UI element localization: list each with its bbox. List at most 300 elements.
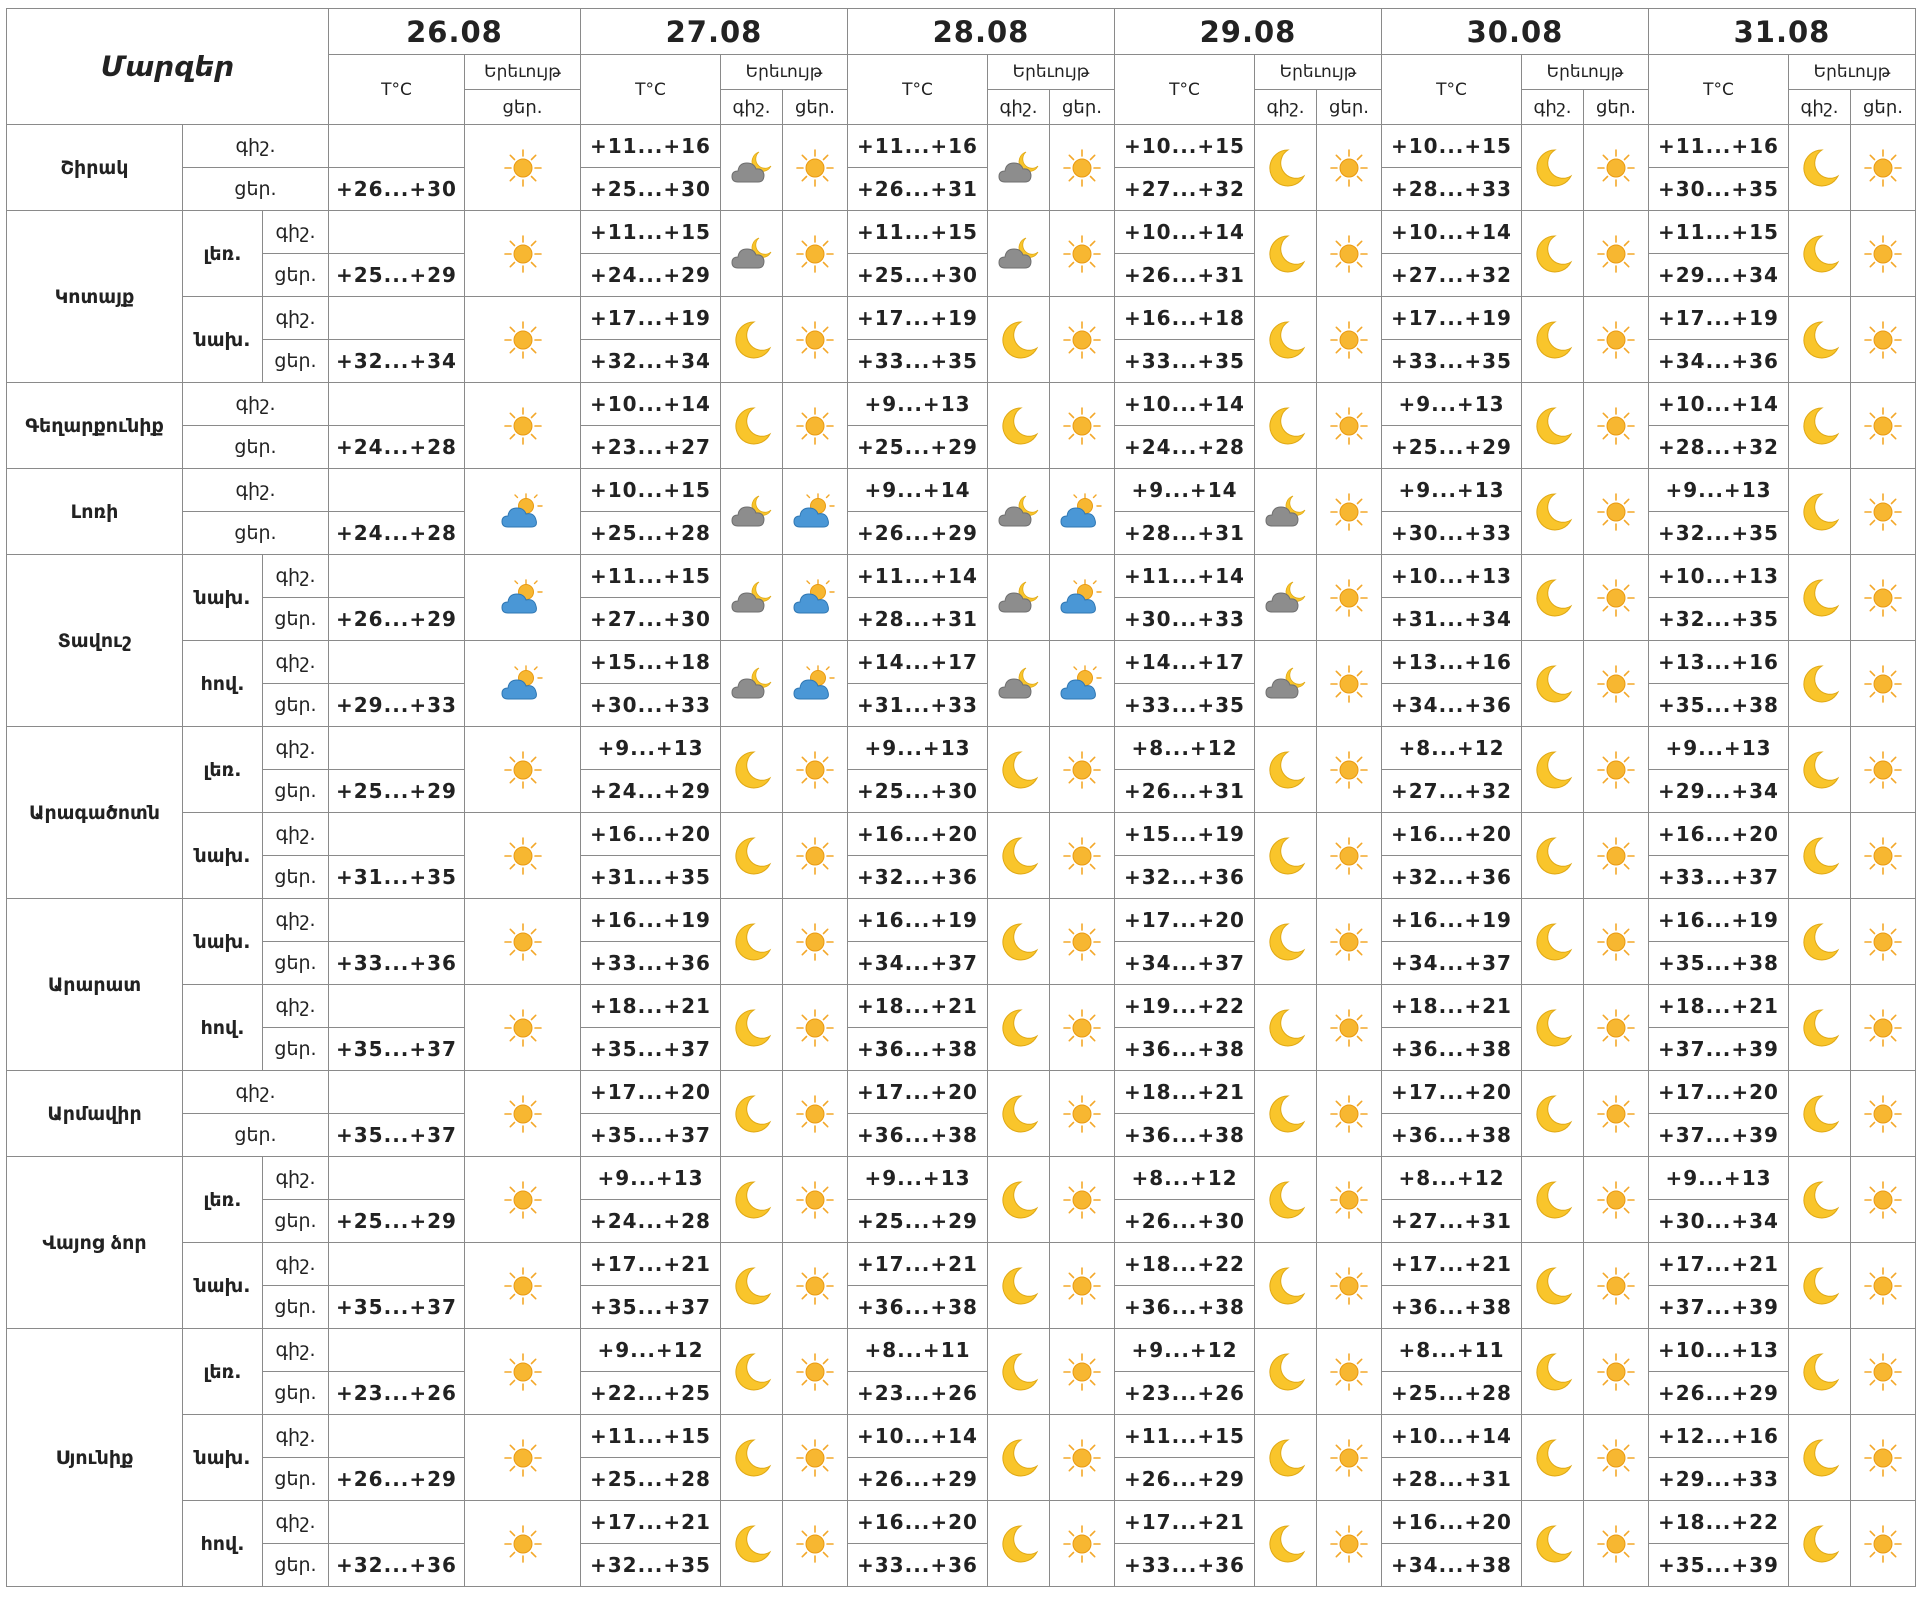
day-temperature: +26...+29 bbox=[848, 512, 988, 555]
sun-cloud-icon bbox=[1059, 501, 1105, 520]
phenomenon-column-header: Երեւույթ bbox=[721, 55, 848, 90]
day-weather-icon-cell bbox=[783, 985, 848, 1071]
sun-icon bbox=[1863, 157, 1903, 176]
night-label: գիշ. bbox=[263, 985, 329, 1028]
sun-icon bbox=[795, 1533, 835, 1552]
sun-icon bbox=[1596, 1361, 1636, 1380]
moon-icon bbox=[730, 329, 774, 348]
sun-icon bbox=[795, 1447, 835, 1466]
moon-icon bbox=[1798, 845, 1842, 864]
night-temperature: +9...+13 bbox=[581, 1157, 721, 1200]
cloud-moon-icon bbox=[996, 673, 1042, 692]
night-label: գիշ. bbox=[263, 1157, 329, 1200]
day-temperature: +37...+39 bbox=[1649, 1286, 1789, 1329]
sun-icon bbox=[1596, 1189, 1636, 1208]
day-weather-icon-cell bbox=[783, 297, 848, 383]
night-weather-icon-cell bbox=[1255, 297, 1317, 383]
night-temperature: +11...+15 bbox=[1115, 1415, 1255, 1458]
night-temperature: +11...+14 bbox=[848, 555, 988, 598]
sun-icon bbox=[1329, 1103, 1369, 1122]
region-name: Վայոց ձոր bbox=[7, 1157, 183, 1329]
moon-icon bbox=[1798, 1275, 1842, 1294]
day-weather-icon-cell bbox=[1317, 1071, 1382, 1157]
day-weather-icon-cell bbox=[1317, 813, 1382, 899]
phenomenon-column-header: Երեւույթ bbox=[1789, 55, 1916, 90]
day-weather-icon-cell bbox=[1851, 641, 1916, 727]
day-temperature: +33...+35 bbox=[1115, 340, 1255, 383]
phenomenon-column-header: Երեւույթ bbox=[1255, 55, 1382, 90]
moon-icon bbox=[997, 1103, 1041, 1122]
night-row bbox=[7, 1157, 1916, 1200]
day-weather-icon-cell bbox=[1317, 899, 1382, 985]
day-weather-icon-cell bbox=[1317, 383, 1382, 469]
day-label: ցեր. bbox=[183, 512, 329, 555]
day-weather-icon-cell bbox=[1584, 899, 1649, 985]
night-label: գիշ. bbox=[183, 1071, 329, 1114]
day-weather-icon-cell bbox=[1851, 1157, 1916, 1243]
sun-icon bbox=[1062, 243, 1102, 262]
day-temperature: +33...+35 bbox=[1115, 684, 1255, 727]
night-weather-icon-cell bbox=[721, 899, 783, 985]
weather-icon-cell bbox=[465, 641, 581, 727]
night-temperature: +15...+18 bbox=[581, 641, 721, 684]
moon-icon bbox=[1264, 1361, 1308, 1380]
day-temperature: +25...+29 bbox=[329, 770, 465, 813]
temperature-column-header: T°C bbox=[329, 55, 465, 125]
night-temperature: +16...+20 bbox=[848, 813, 988, 856]
region-name: Սյունիք bbox=[7, 1329, 183, 1587]
day-weather-icon-cell bbox=[783, 727, 848, 813]
moon-icon bbox=[1798, 931, 1842, 950]
weather-icon-cell bbox=[465, 469, 581, 555]
night-weather-icon-cell bbox=[1522, 555, 1584, 641]
day-weather-icon-cell bbox=[783, 469, 848, 555]
sun-icon bbox=[503, 1447, 543, 1466]
sun-icon bbox=[1863, 1275, 1903, 1294]
sun-icon bbox=[1863, 415, 1903, 434]
region-name: Կոտայք bbox=[7, 211, 183, 383]
night-temperature: +9...+13 bbox=[848, 1157, 988, 1200]
night-temperature: +10...+14 bbox=[848, 1415, 988, 1458]
day-temperature: +36...+38 bbox=[1115, 1286, 1255, 1329]
moon-icon bbox=[1798, 1447, 1842, 1466]
day-weather-icon-cell bbox=[783, 1157, 848, 1243]
sun-icon bbox=[1596, 673, 1636, 692]
day-temperature: +33...+35 bbox=[1382, 340, 1522, 383]
day-weather-icon-cell bbox=[1050, 813, 1115, 899]
day-temperature: +36...+38 bbox=[848, 1286, 988, 1329]
day-weather-icon-cell bbox=[1050, 727, 1115, 813]
night-weather-icon-cell bbox=[721, 297, 783, 383]
day-weather-icon-cell bbox=[1851, 1071, 1916, 1157]
night-weather-icon-cell bbox=[1255, 1243, 1317, 1329]
day-temperature: +26...+30 bbox=[1115, 1200, 1255, 1243]
sun-icon bbox=[1062, 1447, 1102, 1466]
day-temperature: +24...+28 bbox=[581, 1200, 721, 1243]
day-weather-icon-cell bbox=[783, 813, 848, 899]
night-weather-icon-cell bbox=[1255, 641, 1317, 727]
sun-cloud-icon bbox=[792, 587, 838, 606]
moon-icon bbox=[1264, 243, 1308, 262]
temperature-column-header: T°C bbox=[1649, 55, 1789, 125]
sun-icon bbox=[1062, 329, 1102, 348]
moon-icon bbox=[1798, 1103, 1842, 1122]
day-temperature: +34...+38 bbox=[1382, 1544, 1522, 1587]
sun-icon bbox=[795, 845, 835, 864]
day-temperature: +25...+30 bbox=[581, 168, 721, 211]
night-temperature: +17...+20 bbox=[581, 1071, 721, 1114]
sun-icon bbox=[1062, 1017, 1102, 1036]
night-temperature: +16...+20 bbox=[1382, 813, 1522, 856]
night-weather-icon-cell bbox=[1255, 985, 1317, 1071]
moon-icon bbox=[1264, 845, 1308, 864]
night-temperature: +17...+21 bbox=[1649, 1243, 1789, 1286]
day-weather-icon-cell bbox=[1584, 1501, 1649, 1587]
sun-icon bbox=[1329, 1017, 1369, 1036]
sun-icon bbox=[1863, 243, 1903, 262]
moon-icon bbox=[997, 1533, 1041, 1552]
moon-icon bbox=[1798, 1189, 1842, 1208]
night-weather-icon-cell bbox=[1255, 899, 1317, 985]
day-weather-icon-cell bbox=[783, 1243, 848, 1329]
weather-icon-cell bbox=[465, 1329, 581, 1415]
day-label: ցեր. bbox=[263, 340, 329, 383]
day-weather-icon-cell bbox=[1050, 1071, 1115, 1157]
moon-icon bbox=[730, 1189, 774, 1208]
sun-icon bbox=[503, 415, 543, 434]
day-temperature: +29...+33 bbox=[1649, 1458, 1789, 1501]
moon-icon bbox=[1798, 1017, 1842, 1036]
day-temperature: +30...+33 bbox=[581, 684, 721, 727]
night-weather-icon-cell bbox=[1255, 1071, 1317, 1157]
day-weather-icon-cell bbox=[1050, 899, 1115, 985]
region-name: Շիրակ bbox=[7, 125, 183, 211]
night-weather-icon-cell bbox=[988, 727, 1050, 813]
night-weather-icon-cell bbox=[1255, 813, 1317, 899]
night-row bbox=[7, 1243, 1916, 1286]
night-temperature: +11...+16 bbox=[1649, 125, 1789, 168]
moon-icon bbox=[1531, 157, 1575, 176]
night-temperature: +10...+13 bbox=[1382, 555, 1522, 598]
sun-icon bbox=[1863, 329, 1903, 348]
day-temperature: +36...+38 bbox=[848, 1028, 988, 1071]
day-temperature: +33...+36 bbox=[848, 1544, 988, 1587]
night-subheader: գիշ. bbox=[988, 90, 1050, 125]
zone-name: լեռ. bbox=[183, 727, 263, 813]
day-weather-icon-cell bbox=[1050, 125, 1115, 211]
sun-icon bbox=[1596, 1533, 1636, 1552]
moon-icon bbox=[1531, 329, 1575, 348]
day-temperature: +35...+39 bbox=[1649, 1544, 1789, 1587]
night-temperature: +11...+14 bbox=[1115, 555, 1255, 598]
sun-icon bbox=[1596, 1103, 1636, 1122]
night-weather-icon-cell bbox=[1255, 727, 1317, 813]
night-temperature: +17...+19 bbox=[848, 297, 988, 340]
day-weather-icon-cell bbox=[1050, 1157, 1115, 1243]
day-label: ցեր. bbox=[263, 684, 329, 727]
sun-icon bbox=[1329, 1447, 1369, 1466]
sun-icon bbox=[1863, 1533, 1903, 1552]
day-temperature: +25...+28 bbox=[1382, 1372, 1522, 1415]
night-temperature-empty bbox=[329, 641, 465, 684]
moon-icon bbox=[1264, 1275, 1308, 1294]
cloud-moon-icon bbox=[729, 243, 775, 262]
date-header: 27.08 bbox=[581, 9, 848, 55]
sun-icon bbox=[1329, 1361, 1369, 1380]
night-temperature: +18...+21 bbox=[1115, 1071, 1255, 1114]
night-temperature-empty bbox=[329, 211, 465, 254]
night-temperature: +10...+15 bbox=[1115, 125, 1255, 168]
day-temperature: +25...+28 bbox=[581, 512, 721, 555]
moon-icon bbox=[730, 1361, 774, 1380]
day-weather-icon-cell bbox=[1851, 813, 1916, 899]
sun-icon bbox=[1596, 759, 1636, 778]
night-label: գիշ. bbox=[263, 1243, 329, 1286]
night-weather-icon-cell bbox=[721, 125, 783, 211]
day-temperature: +31...+35 bbox=[581, 856, 721, 899]
sun-icon bbox=[503, 931, 543, 950]
day-weather-icon-cell bbox=[1584, 813, 1649, 899]
sun-icon bbox=[795, 1275, 835, 1294]
night-weather-icon-cell bbox=[1789, 641, 1851, 727]
night-weather-icon-cell bbox=[721, 985, 783, 1071]
night-temperature: +9...+12 bbox=[581, 1329, 721, 1372]
cloud-moon-icon bbox=[996, 587, 1042, 606]
day-weather-icon-cell bbox=[1050, 1329, 1115, 1415]
night-weather-icon-cell bbox=[1255, 211, 1317, 297]
day-temperature: +33...+36 bbox=[581, 942, 721, 985]
night-weather-icon-cell bbox=[1522, 899, 1584, 985]
moon-icon bbox=[730, 1017, 774, 1036]
moon-icon bbox=[1531, 1275, 1575, 1294]
night-temperature-empty bbox=[329, 297, 465, 340]
night-weather-icon-cell bbox=[1522, 813, 1584, 899]
day-label: ցեր. bbox=[183, 1114, 329, 1157]
night-row bbox=[7, 1501, 1916, 1544]
day-temperature: +35...+37 bbox=[329, 1114, 465, 1157]
day-temperature: +35...+38 bbox=[1649, 942, 1789, 985]
moon-icon bbox=[1531, 587, 1575, 606]
night-row bbox=[7, 1329, 1916, 1372]
phenomenon-column-header: Երեւույթ bbox=[988, 55, 1115, 90]
moon-icon bbox=[1264, 415, 1308, 434]
sun-icon bbox=[503, 1189, 543, 1208]
day-weather-icon-cell bbox=[1050, 297, 1115, 383]
sun-icon bbox=[1329, 673, 1369, 692]
night-temperature-empty bbox=[329, 1415, 465, 1458]
day-temperature: +36...+38 bbox=[1382, 1114, 1522, 1157]
night-temperature: +16...+20 bbox=[581, 813, 721, 856]
zone-name: լեռ. bbox=[183, 1157, 263, 1243]
day-temperature: +28...+33 bbox=[1382, 168, 1522, 211]
moon-icon bbox=[730, 931, 774, 950]
day-temperature: +28...+31 bbox=[1115, 512, 1255, 555]
night-temperature: +11...+15 bbox=[581, 211, 721, 254]
day-weather-icon-cell bbox=[1050, 469, 1115, 555]
moon-icon bbox=[997, 1447, 1041, 1466]
night-row bbox=[7, 383, 1916, 426]
night-temperature: +14...+17 bbox=[1115, 641, 1255, 684]
night-weather-icon-cell bbox=[1789, 469, 1851, 555]
day-temperature: +34...+37 bbox=[1382, 942, 1522, 985]
weather-icon-cell bbox=[465, 297, 581, 383]
weather-icon-cell bbox=[465, 1415, 581, 1501]
day-temperature: +23...+26 bbox=[848, 1372, 988, 1415]
day-weather-icon-cell bbox=[1851, 297, 1916, 383]
weather-icon-cell bbox=[465, 125, 581, 211]
night-temperature: +18...+22 bbox=[1115, 1243, 1255, 1286]
night-temperature-empty bbox=[329, 555, 465, 598]
sun-icon bbox=[795, 1103, 835, 1122]
moon-icon bbox=[730, 845, 774, 864]
day-subheader: ցեր. bbox=[1050, 90, 1115, 125]
day-temperature: +29...+34 bbox=[1649, 254, 1789, 297]
date-header: 28.08 bbox=[848, 9, 1115, 55]
night-temperature-empty bbox=[329, 813, 465, 856]
day-weather-icon-cell bbox=[1851, 899, 1916, 985]
sun-icon bbox=[795, 157, 835, 176]
sun-icon bbox=[1863, 501, 1903, 520]
sun-icon bbox=[1863, 673, 1903, 692]
region-name: Արագածոտն bbox=[7, 727, 183, 899]
day-weather-icon-cell bbox=[1584, 383, 1649, 469]
night-temperature-empty bbox=[329, 899, 465, 942]
night-weather-icon-cell bbox=[721, 1415, 783, 1501]
moon-icon bbox=[1798, 157, 1842, 176]
moon-icon bbox=[1264, 1447, 1308, 1466]
day-weather-icon-cell bbox=[1050, 985, 1115, 1071]
sun-icon bbox=[795, 329, 835, 348]
night-weather-icon-cell bbox=[721, 1329, 783, 1415]
night-label: գիշ. bbox=[263, 1501, 329, 1544]
day-label: ցեր. bbox=[263, 1458, 329, 1501]
moon-icon bbox=[1798, 501, 1842, 520]
moon-icon bbox=[1264, 931, 1308, 950]
day-label: ցեր. bbox=[183, 426, 329, 469]
sun-cloud-icon bbox=[1059, 587, 1105, 606]
sun-icon bbox=[1329, 845, 1369, 864]
sun-icon bbox=[1329, 1533, 1369, 1552]
sun-icon bbox=[1863, 1189, 1903, 1208]
moon-icon bbox=[997, 931, 1041, 950]
day-temperature: +35...+37 bbox=[581, 1286, 721, 1329]
night-temperature: +8...+12 bbox=[1115, 727, 1255, 770]
day-temperature: +35...+37 bbox=[329, 1028, 465, 1071]
sun-icon bbox=[1596, 157, 1636, 176]
night-temperature: +18...+21 bbox=[581, 985, 721, 1028]
date-header: 29.08 bbox=[1115, 9, 1382, 55]
moon-icon bbox=[1264, 329, 1308, 348]
night-weather-icon-cell bbox=[1789, 1415, 1851, 1501]
night-weather-icon-cell bbox=[1789, 125, 1851, 211]
day-temperature: +25...+28 bbox=[581, 1458, 721, 1501]
sun-icon bbox=[1863, 931, 1903, 950]
day-temperature: +24...+29 bbox=[581, 254, 721, 297]
day-weather-icon-cell bbox=[1050, 1415, 1115, 1501]
sun-icon bbox=[1329, 501, 1369, 520]
day-temperature: +37...+39 bbox=[1649, 1028, 1789, 1071]
night-weather-icon-cell bbox=[988, 1243, 1050, 1329]
moon-icon bbox=[1798, 329, 1842, 348]
sun-icon bbox=[503, 1361, 543, 1380]
day-temperature: +35...+37 bbox=[329, 1286, 465, 1329]
weather-icon-cell bbox=[465, 985, 581, 1071]
night-temperature: +9...+13 bbox=[1649, 1157, 1789, 1200]
day-temperature: +34...+37 bbox=[1115, 942, 1255, 985]
night-label: գիշ. bbox=[263, 727, 329, 770]
day-temperature: +25...+29 bbox=[848, 1200, 988, 1243]
night-weather-icon-cell bbox=[1522, 985, 1584, 1071]
night-weather-icon-cell bbox=[1255, 1329, 1317, 1415]
zone-name: հով. bbox=[183, 985, 263, 1071]
night-subheader: գիշ. bbox=[1789, 90, 1851, 125]
moon-icon bbox=[1798, 587, 1842, 606]
night-subheader: գիշ. bbox=[1255, 90, 1317, 125]
day-temperature: +35...+38 bbox=[1649, 684, 1789, 727]
night-temperature-empty bbox=[329, 727, 465, 770]
sun-icon bbox=[1863, 587, 1903, 606]
temperature-column-header: T°C bbox=[848, 55, 988, 125]
sun-icon bbox=[1329, 329, 1369, 348]
night-label: գիշ. bbox=[183, 125, 329, 168]
day-temperature: +25...+29 bbox=[1382, 426, 1522, 469]
night-temperature: +9...+13 bbox=[1649, 727, 1789, 770]
night-weather-icon-cell bbox=[988, 1329, 1050, 1415]
moon-icon bbox=[1264, 1017, 1308, 1036]
night-weather-icon-cell bbox=[1522, 1501, 1584, 1587]
night-temperature: +16...+19 bbox=[1649, 899, 1789, 942]
day-weather-icon-cell bbox=[1584, 211, 1649, 297]
moon-icon bbox=[997, 1017, 1041, 1036]
region-name: Լոռի bbox=[7, 469, 183, 555]
temperature-column-header: T°C bbox=[581, 55, 721, 125]
sun-icon bbox=[795, 931, 835, 950]
night-row bbox=[7, 555, 1916, 598]
sun-icon bbox=[1329, 415, 1369, 434]
night-weather-icon-cell bbox=[1522, 469, 1584, 555]
sun-icon bbox=[503, 845, 543, 864]
night-temperature-empty bbox=[329, 1329, 465, 1372]
night-weather-icon-cell bbox=[988, 813, 1050, 899]
night-temperature: +13...+16 bbox=[1649, 641, 1789, 684]
sun-icon bbox=[1062, 1103, 1102, 1122]
date-header: 26.08 bbox=[329, 9, 581, 55]
moon-icon bbox=[1531, 931, 1575, 950]
sun-icon bbox=[1329, 243, 1369, 262]
sun-icon bbox=[1596, 415, 1636, 434]
night-weather-icon-cell bbox=[1789, 727, 1851, 813]
sun-icon bbox=[1062, 415, 1102, 434]
moon-icon bbox=[1531, 1447, 1575, 1466]
day-temperature: +26...+29 bbox=[329, 598, 465, 641]
night-temperature: +8...+12 bbox=[1382, 1157, 1522, 1200]
day-temperature: +27...+32 bbox=[1382, 254, 1522, 297]
night-weather-icon-cell bbox=[988, 555, 1050, 641]
day-temperature: +26...+29 bbox=[848, 1458, 988, 1501]
day-temperature: +30...+33 bbox=[1382, 512, 1522, 555]
cloud-moon-icon bbox=[729, 501, 775, 520]
day-temperature: +30...+35 bbox=[1649, 168, 1789, 211]
night-temperature: +11...+16 bbox=[581, 125, 721, 168]
night-temperature: +17...+19 bbox=[1649, 297, 1789, 340]
day-temperature: +26...+31 bbox=[1115, 254, 1255, 297]
night-weather-icon-cell bbox=[1789, 383, 1851, 469]
day-weather-icon-cell bbox=[1851, 985, 1916, 1071]
day-temperature: +25...+29 bbox=[329, 254, 465, 297]
cloud-moon-icon bbox=[729, 587, 775, 606]
night-weather-icon-cell bbox=[988, 211, 1050, 297]
night-weather-icon-cell bbox=[988, 383, 1050, 469]
